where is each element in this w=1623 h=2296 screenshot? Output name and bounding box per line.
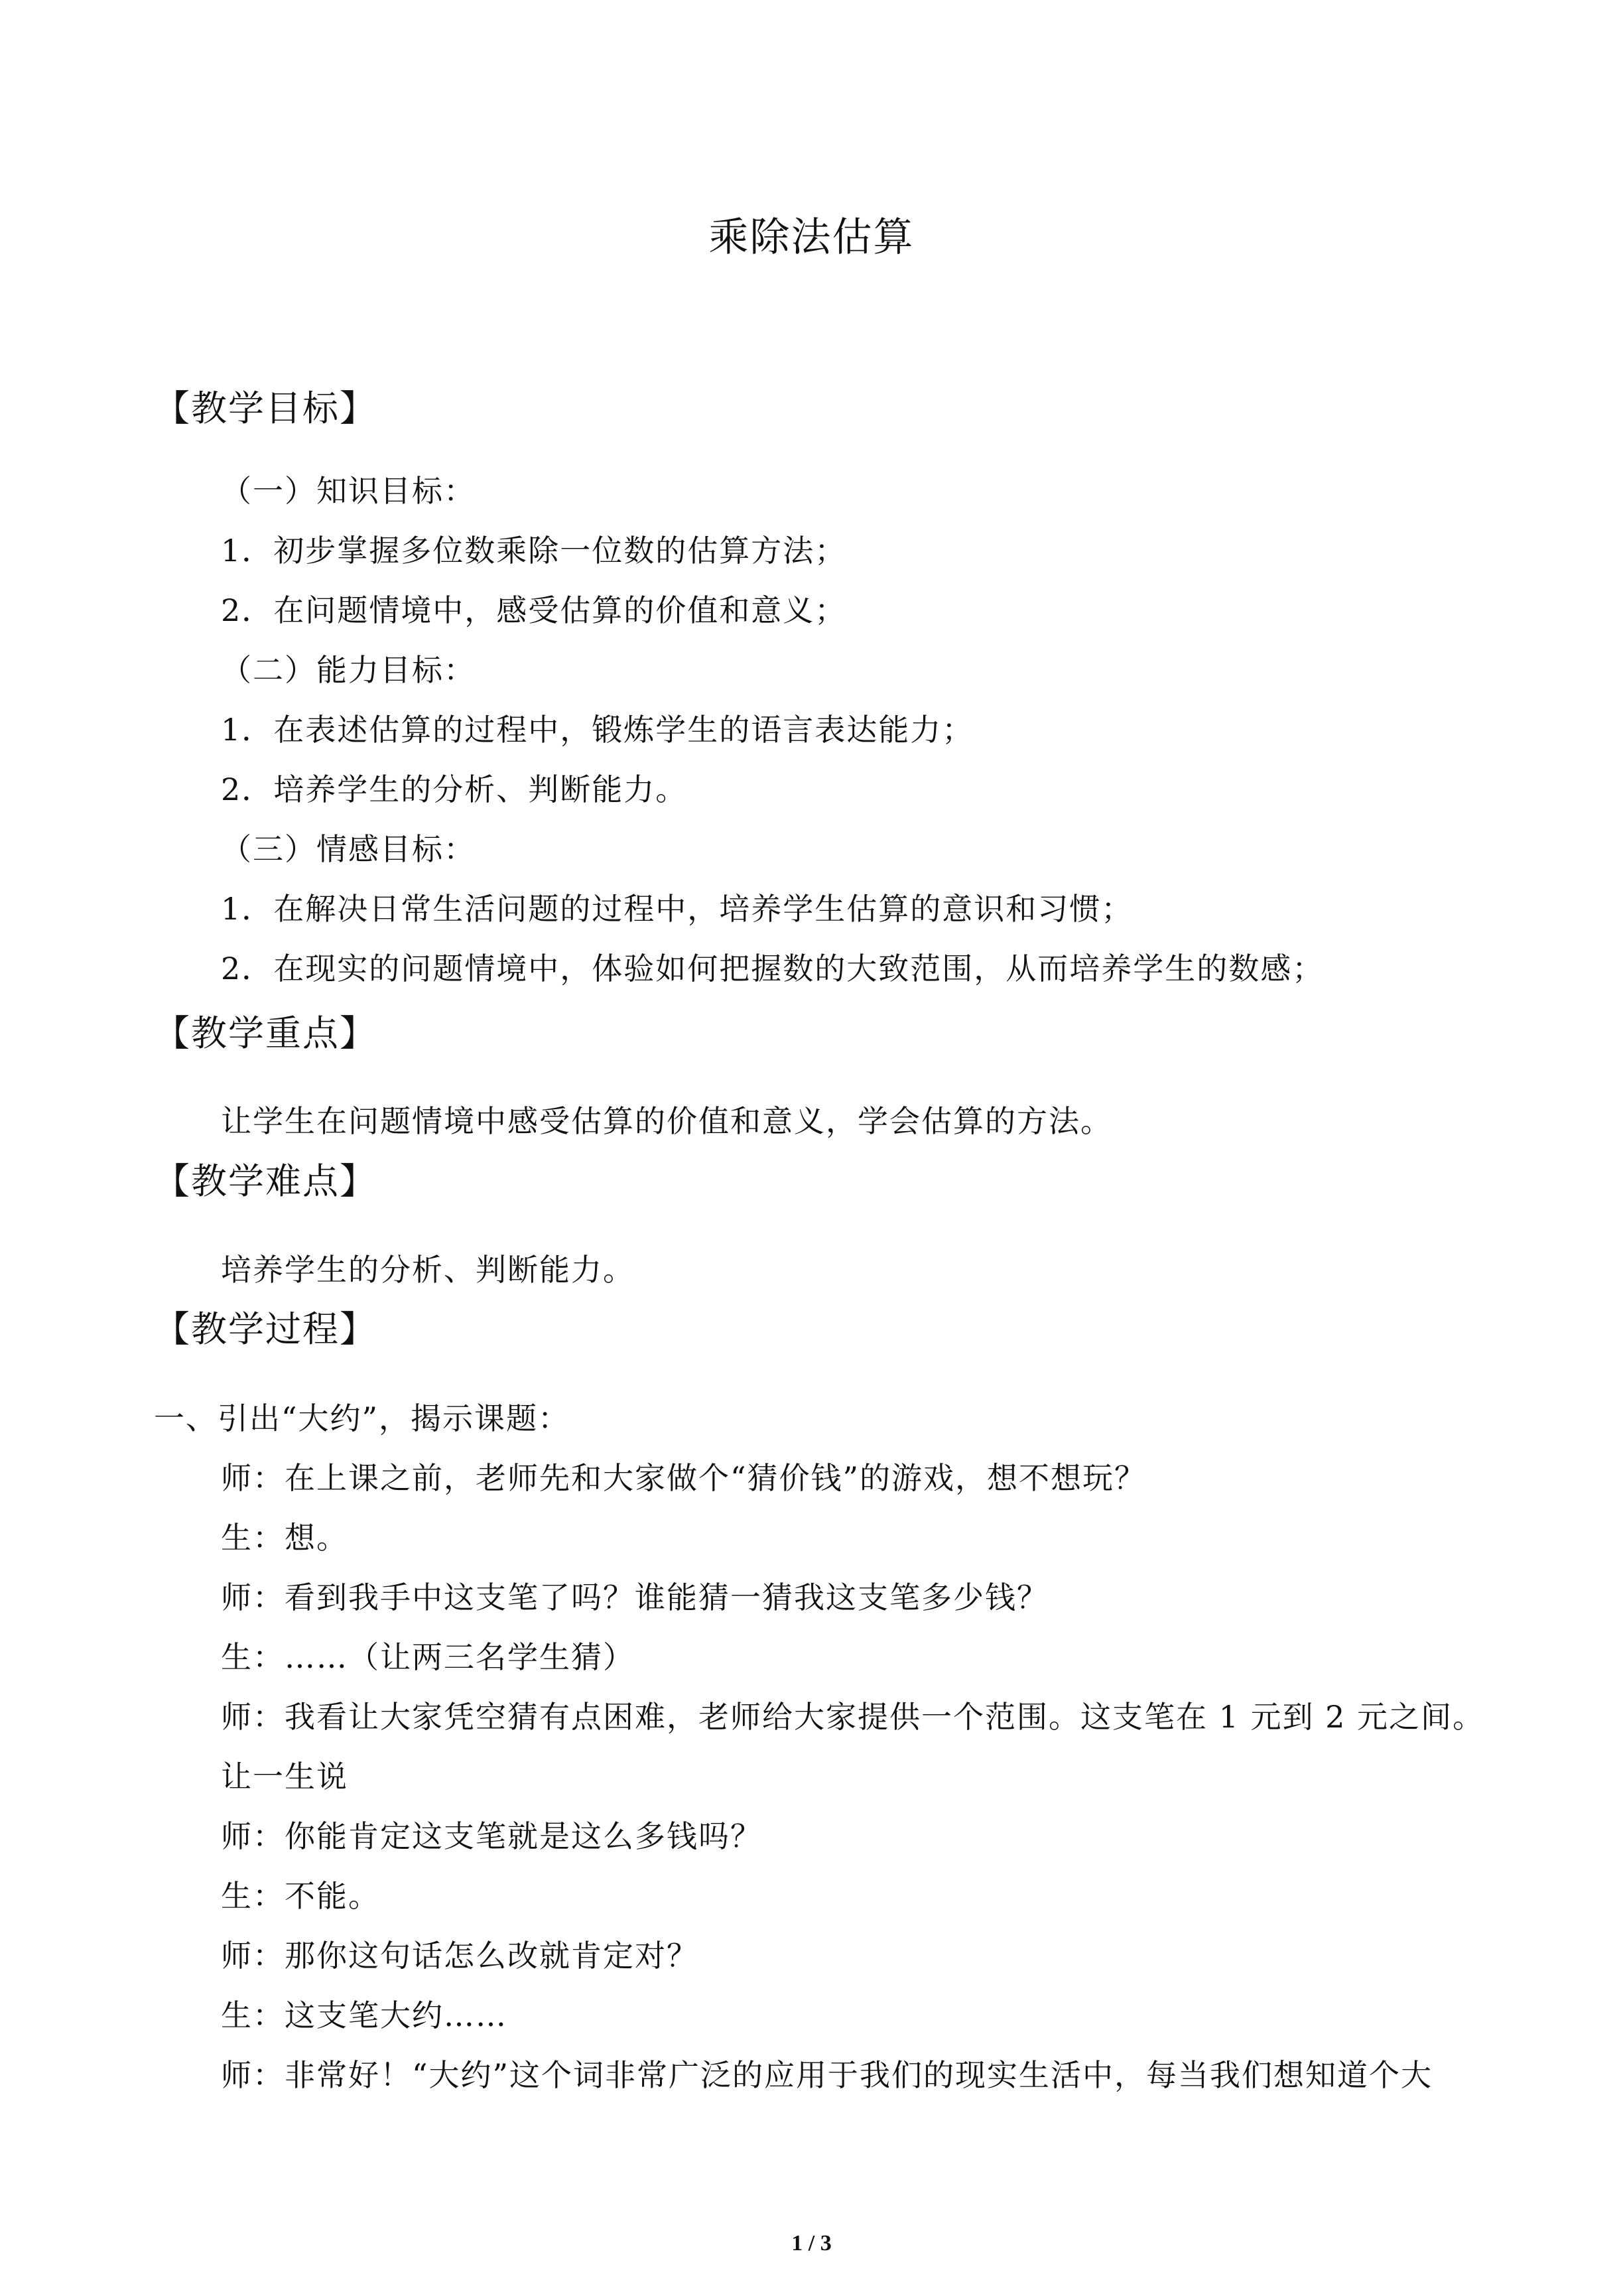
dialogue-line: 让一生说: [221, 1759, 348, 1794]
dialogue-line: 师：我看让大家凭空猜有点困难，老师给大家提供一个范围。这支笔在 1 元到 2 元之间。: [221, 1699, 1485, 1735]
process-heading: 【教学过程】: [154, 1308, 377, 1350]
knowledge-objective-1: 1．初步掌握多位数乘除一位数的估算方法；: [221, 533, 847, 569]
knowledge-objective-2: 2．在问题情境中，感受估算的价值和意义；: [221, 592, 847, 628]
page-number: 1 / 3: [791, 2231, 832, 2256]
dialogue-line: 师：那你这句话怎么改就肯定对？: [221, 1938, 698, 1974]
difficulties-heading: 【教学难点】: [154, 1160, 377, 1202]
dialogue-line: 师：非常好！“大约”这个词非常广泛的应用于我们的现实生活中，每当我们想知道个大: [221, 2057, 1433, 2093]
ability-objective-1: 1．在表述估算的过程中，锻炼学生的语言表达能力；: [221, 712, 974, 748]
ability-objective-2: 2．培养学生的分析、判断能力。: [221, 772, 688, 807]
key-points-text: 让学生在问题情境中感受估算的价值和意义，学会估算的方法。: [221, 1103, 1112, 1139]
knowledge-objective-title: （一）知识目标：: [221, 473, 476, 509]
dialogue-line: 生：这支笔大约……: [221, 1997, 507, 2033]
ability-objective-title: （二）能力目标：: [221, 652, 476, 688]
dialogue-line: 生：想。: [221, 1520, 348, 1556]
emotion-objective-2: 2．在现实的问题情境中，体验如何把握数的大致范围，从而培养学生的数感；: [221, 951, 1325, 986]
process-part1-title: 一、引出“大约”，揭示课题：: [154, 1400, 570, 1436]
objectives-heading: 【教学目标】: [154, 387, 377, 429]
dialogue-line: 师：看到我手中这支笔了吗？谁能猜一猜我这支笔多少钱？: [221, 1580, 1049, 1615]
key-points-heading: 【教学重点】: [154, 1012, 377, 1054]
emotion-objective-1: 1．在解决日常生活问题的过程中，培养学生估算的意识和习惯；: [221, 891, 1134, 927]
page-title: 乘除法估算: [708, 214, 915, 261]
difficulties-text: 培养学生的分析、判断能力。: [221, 1252, 635, 1288]
dialogue-line: 师：你能肯定这支笔就是这么多钱吗？: [221, 1818, 762, 1854]
dialogue-line: 生：不能。: [221, 1878, 380, 1914]
dialogue-line: 师：在上课之前，老师先和大家做个“猜价钱”的游戏，想不想玩？: [221, 1460, 1147, 1496]
dialogue-line: 生：……（让两三名学生猜）: [221, 1639, 635, 1675]
emotion-objective-title: （三）情感目标：: [221, 831, 476, 867]
